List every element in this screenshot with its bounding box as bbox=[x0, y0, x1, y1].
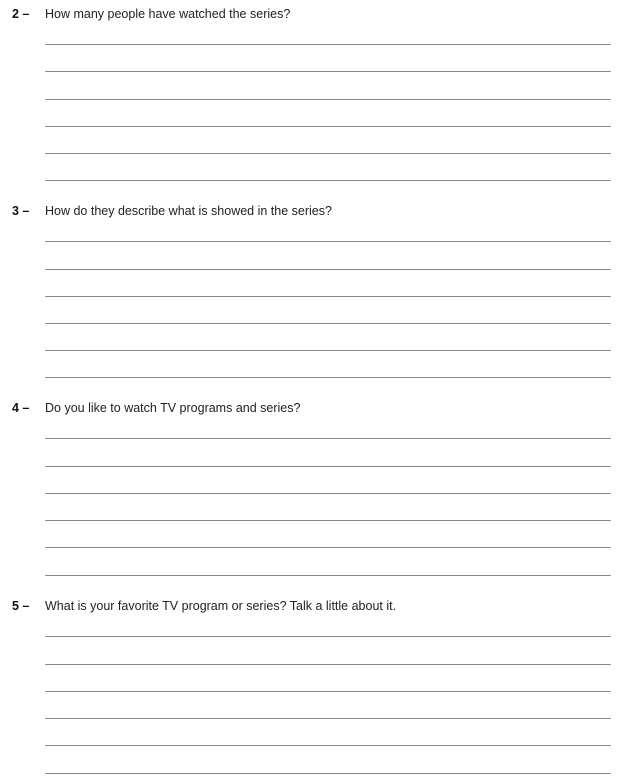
answer-line[interactable] bbox=[45, 323, 611, 324]
answer-line[interactable] bbox=[45, 241, 611, 242]
answer-line[interactable] bbox=[45, 691, 611, 692]
answer-line[interactable] bbox=[45, 438, 611, 439]
question-header bbox=[0, 400, 637, 416]
answer-line[interactable] bbox=[45, 153, 611, 154]
answer-line[interactable] bbox=[45, 547, 611, 548]
question-text: Do you like to watch TV programs and series? bbox=[45, 401, 301, 415]
answer-line[interactable] bbox=[45, 71, 611, 72]
answer-line[interactable] bbox=[45, 745, 611, 746]
answer-line[interactable] bbox=[45, 466, 611, 467]
answer-line[interactable] bbox=[45, 99, 611, 100]
question-header bbox=[0, 203, 637, 219]
answer-line[interactable] bbox=[45, 296, 611, 297]
answer-line[interactable] bbox=[45, 575, 611, 576]
answer-line[interactable] bbox=[45, 269, 611, 270]
question-header bbox=[0, 6, 637, 22]
answer-line[interactable] bbox=[45, 44, 611, 45]
answer-line[interactable] bbox=[45, 664, 611, 665]
question-number: 3 – bbox=[12, 204, 30, 218]
answer-line[interactable] bbox=[45, 520, 611, 521]
answer-line[interactable] bbox=[45, 180, 611, 181]
answer-line[interactable] bbox=[45, 493, 611, 494]
question-text: How many people have watched the series? bbox=[45, 7, 291, 21]
question-number: 4 – bbox=[12, 401, 30, 415]
question-header bbox=[0, 598, 637, 614]
question-number: 2 – bbox=[12, 7, 30, 21]
question-text: How do they describe what is showed in the series? bbox=[45, 204, 332, 218]
question-number: 5 – bbox=[12, 599, 30, 613]
answer-line[interactable] bbox=[45, 636, 611, 637]
question-text: What is your favorite TV program or series? Talk a little about it. bbox=[45, 599, 397, 613]
answer-line[interactable] bbox=[45, 773, 611, 774]
answer-line[interactable] bbox=[45, 350, 611, 351]
answer-line[interactable] bbox=[45, 126, 611, 127]
answer-line[interactable] bbox=[45, 718, 611, 719]
answer-line[interactable] bbox=[45, 377, 611, 378]
